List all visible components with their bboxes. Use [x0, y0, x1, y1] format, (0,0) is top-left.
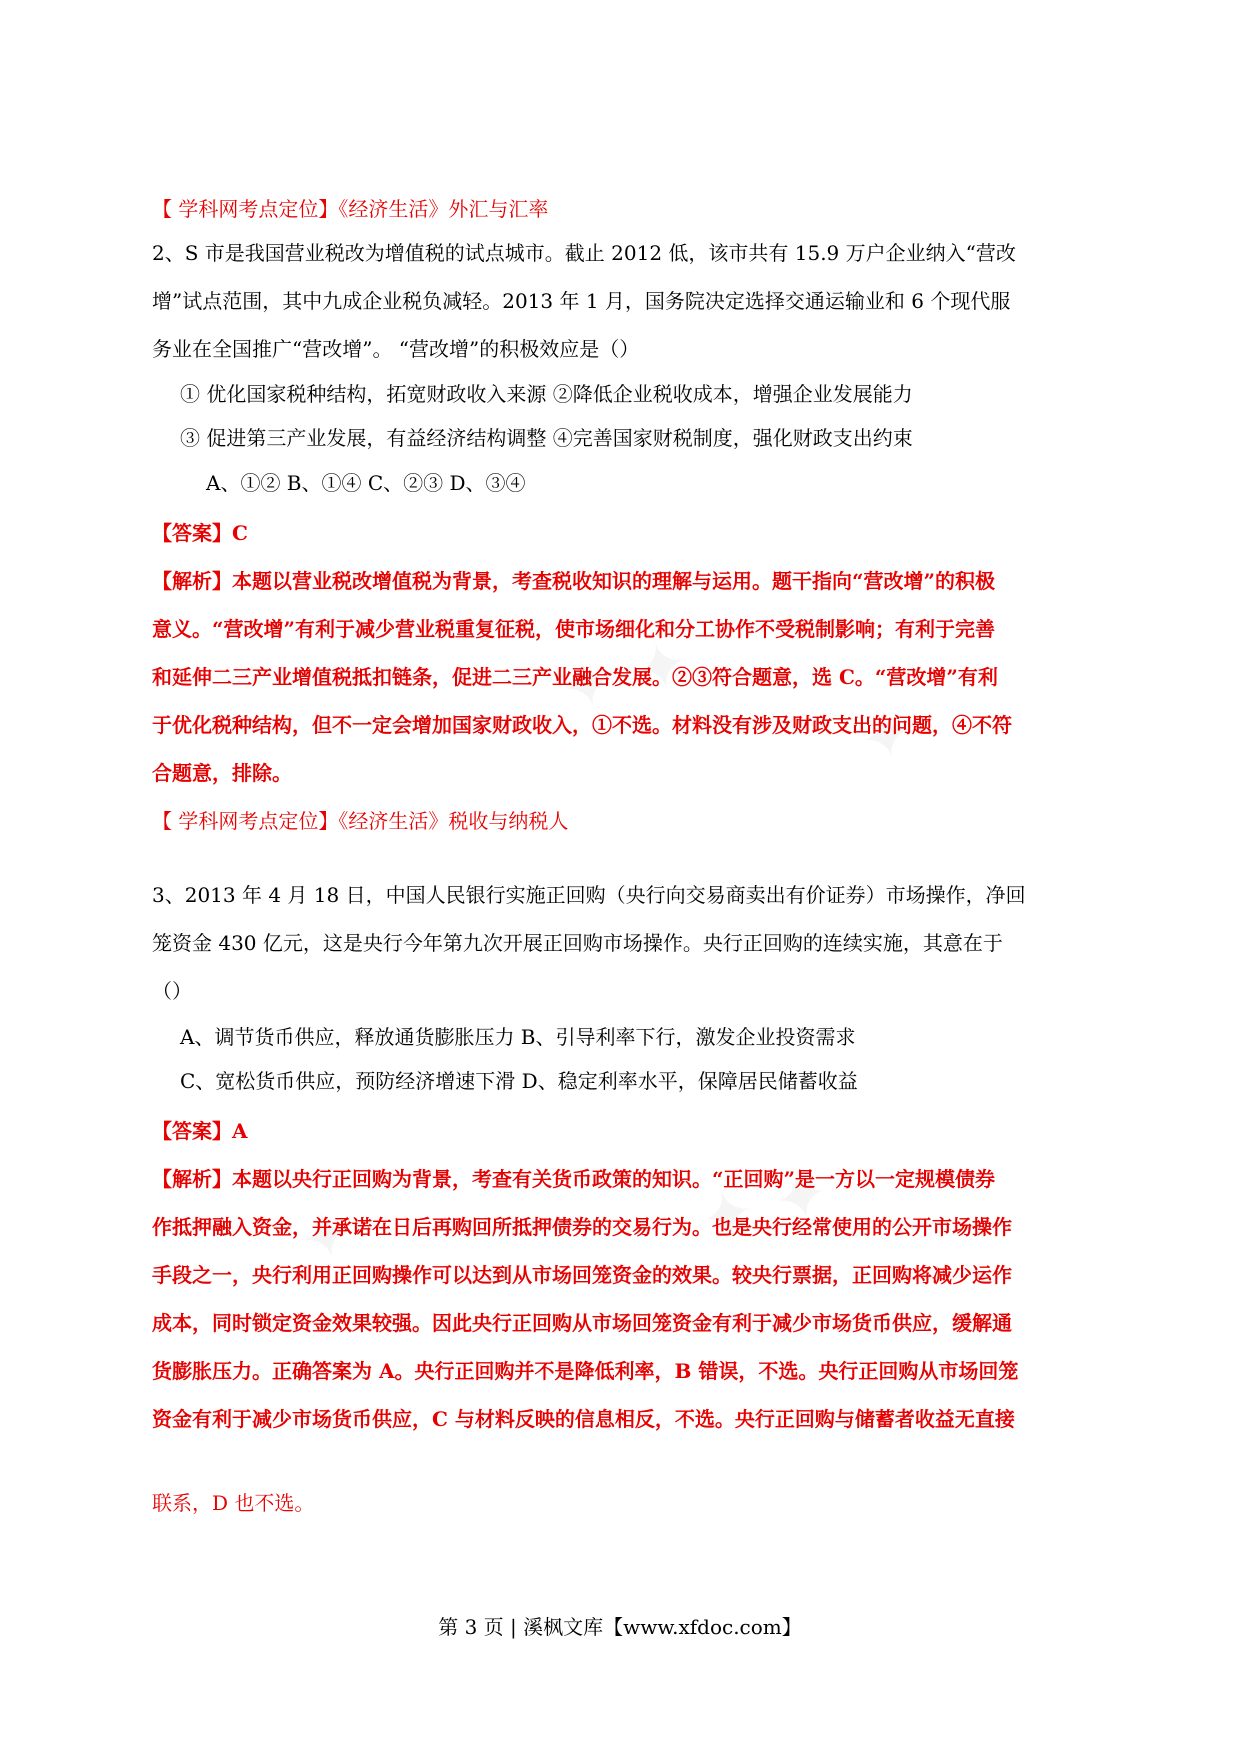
q3-analysis-line: 成本，同时锁定资金效果较强。因此央行正回购从市场回笼资金有利于减少市场货币供应，缓解通 — [152, 1311, 1012, 1335]
page-footer: 第 3 页 | 溪枫文库【www.xfdoc.com】 — [438, 1615, 802, 1639]
q3-analysis-line: 手段之一，央行利用正回购操作可以达到从市场回笼资金的效果。较央行票据，正回购将减少运作 — [152, 1263, 1012, 1287]
q2-analysis-line: 意义。“营改增”有利于减少营业税重复征税，使市场细化和分工协作不受税制影响；有利于完善 — [152, 617, 996, 641]
q3-analysis-tail: 联系，D 也不选。 — [152, 1491, 315, 1515]
q3-answer: 【答案】A — [152, 1119, 248, 1143]
q3-analysis-line: 货膨胀压力。正确答案为 A。央行正回购并不是降低利率，B 错误，不选。央行正回购从市场回笼 — [152, 1359, 1019, 1383]
watermark-logo: ✦ — [291, 1194, 362, 1280]
q2-choices: A、①② B、①④ C、②③ D、③④ — [206, 471, 526, 495]
q1-locator: 【 学科网考点定位】《经济生活》外汇与汇率 — [152, 197, 549, 221]
q3-option-line: A、调节货币供应，释放通货膨胀压力 B、引导利率下行，激发企业投资需求 — [180, 1025, 856, 1049]
watermark-logo: ✦ ✦ — [552, 625, 697, 729]
q3-stem-line: （） — [152, 979, 192, 1003]
q2-analysis-line: 和延伸二三产业增值税抵扣链条，促进二三产业融合发展。②③符合题意，选 C。“营改增”有利 — [152, 665, 998, 689]
watermark-logo: ✦ — [851, 694, 922, 780]
q2-stem-line: 2、S 市是我国营业税改为增值税的试点城市。截止 2012 低，该市共有 15.9 万户企业纳入“营改 — [152, 241, 1016, 265]
watermark-logo: ✦ ✦ — [692, 1155, 837, 1259]
q2-analysis-line: 【解析】本题以营业税改增值税为背景，考查税收知识的理解与运用。题干指向“营改增”的积极 — [152, 569, 996, 593]
q2-stem-line: 增”试点范围，其中九成企业税负减轻。2013 年 1 月，国务院决定选择交通运输业和 6 个现代服 — [152, 289, 1011, 313]
q2-analysis-line: 合题意，排除。 — [152, 761, 292, 785]
q2-answer: 【答案】C — [152, 521, 248, 545]
q2-locator: 【 学科网考点定位】《经济生活》税收与纳税人 — [152, 809, 569, 833]
q3-stem-line: 3、2013 年 4 月 18 日，中国人民银行实施正回购（央行向交易商卖出有价证券）市场操作，净回 — [152, 883, 1026, 907]
q3-analysis-line: 作抵押融入资金，并承诺在日后再购回所抵押债券的交易行为。也是央行经常使用的公开市场操作 — [152, 1215, 1012, 1239]
q2-option-line: ③ 促进第三产业发展，有益经济结构调整 ④完善国家财税制度，强化财政支出约束 — [180, 426, 913, 450]
q3-stem-line: 笼资金 430 亿元，这是央行今年第九次开展正回购市场操作。央行正回购的连续实施，其意在于 — [152, 931, 1003, 955]
q3-analysis-line: 资金有利于减少市场货币供应，C 与材料反映的信息相反，不选。央行正回购与储蓄者收益无直接 — [152, 1407, 1015, 1431]
q2-stem-line: 务业在全国推广“营改增”。 “营改增”的积极效应是（） — [152, 337, 640, 361]
q3-analysis-line: 【解析】本题以央行正回购为背景，考查有关货币政策的知识。“正回购”是一方以一定规模债券 — [152, 1167, 996, 1191]
q2-option-line: ① 优化国家税种结构，拓宽财政收入来源 ②降低企业税收成本，增强企业发展能力 — [180, 382, 913, 406]
q3-option-line: C、宽松货币供应，预防经济增速下滑 D、稳定利率水平，保障居民储蓄收益 — [180, 1069, 858, 1093]
q2-analysis-line: 于优化税种结构，但不一定会增加国家财政收入，①不选。材料没有涉及财政支出的问题，④不符 — [152, 713, 1012, 737]
